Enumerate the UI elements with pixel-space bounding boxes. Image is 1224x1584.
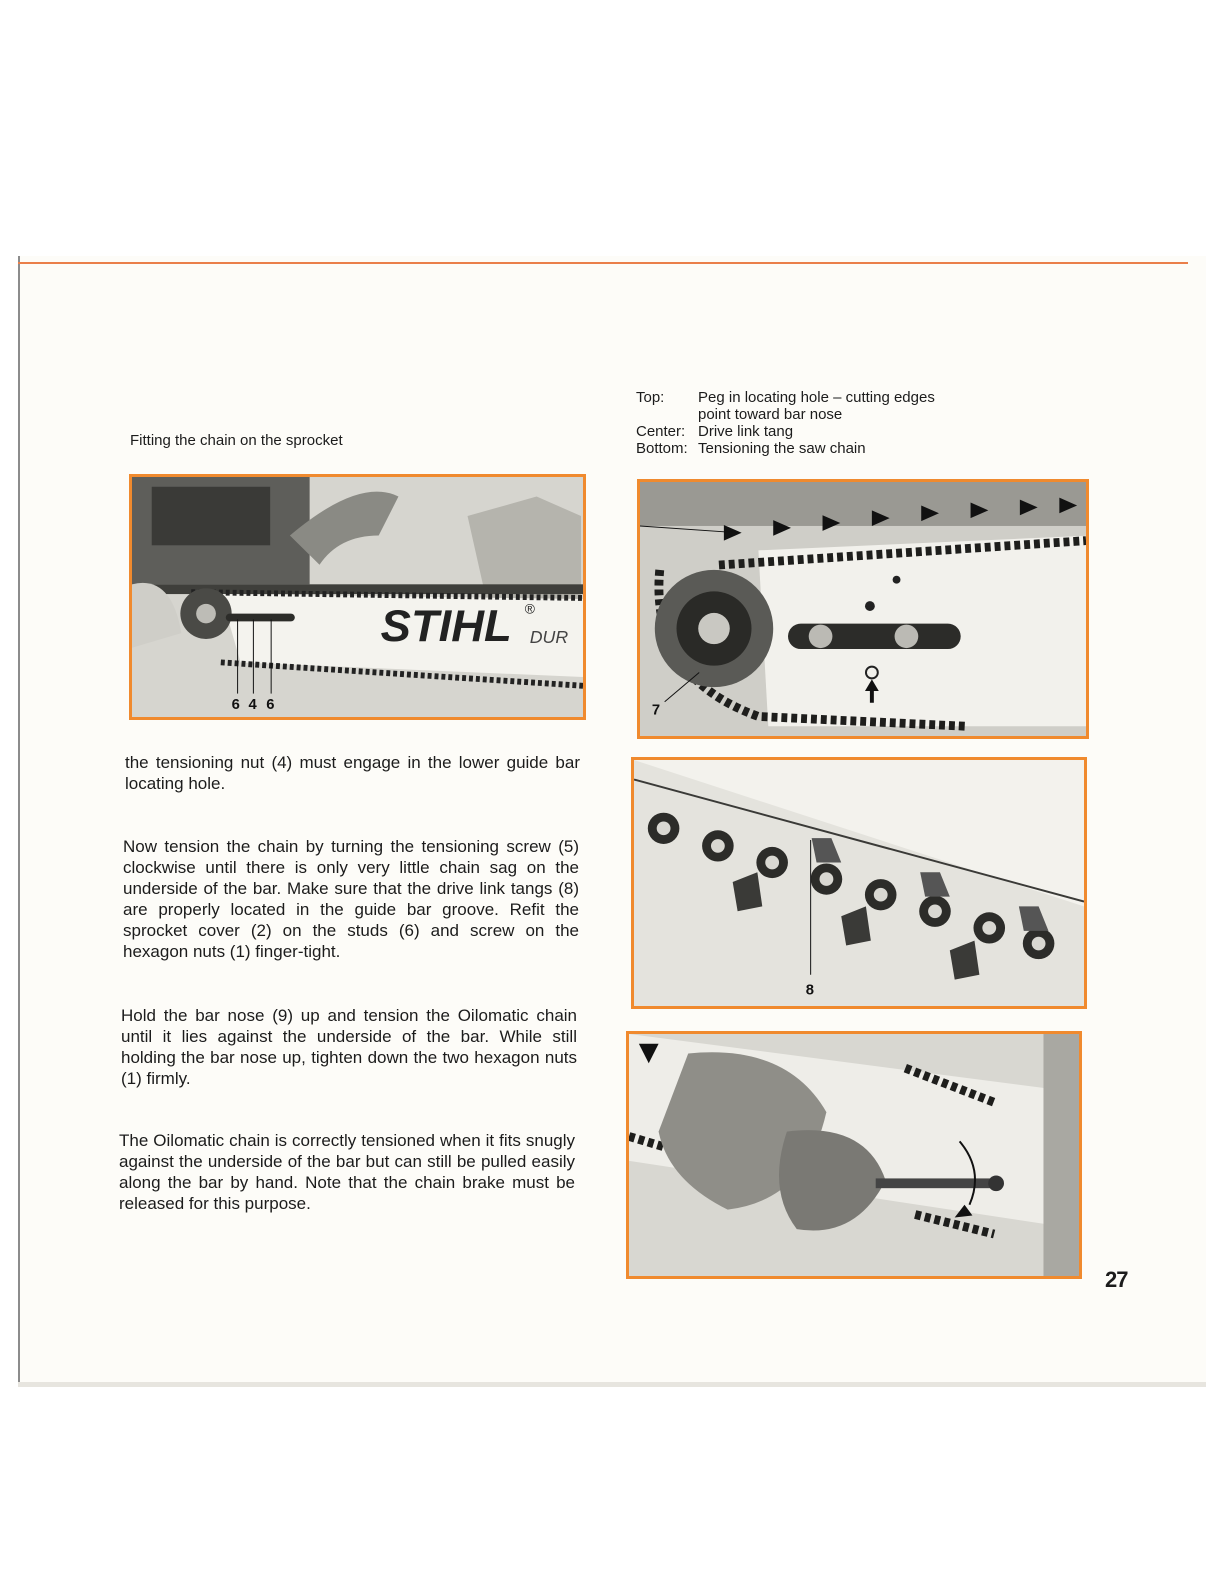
legend-text-center: Drive link tang — [698, 423, 794, 440]
paragraph-tension-chain: Now tension the chain by turning the tensioning screw (5) clockwise until there is only very little chain sag on the underside of the bar. Make sure that the drive link tangs (8) are properly located in the guide bar groove. Refit the sprocket cover (2) on the studs (6) and screw on the hexagon nuts (1) finger-tight. — [123, 837, 579, 961]
bar-duro-text: DUR — [529, 626, 569, 647]
photo-drive-link-tang — [631, 757, 1087, 1009]
figure-caption-sprocket: Fitting the chain on the sprocket — [130, 432, 343, 449]
chainsaw-sprocket-illustration — [132, 477, 583, 717]
paragraph-correct-tension: The Oilomatic chain is correctly tensioned when it fits snugly against the underside of the bar but can still be pulled easily along the bar by hand. Note that the chain brake must be released for this purpose. — [119, 1131, 575, 1213]
page-number: 27 — [1105, 1267, 1128, 1292]
legend-row-center — [636, 423, 958, 440]
stihl-logo-text: STIHL — [380, 600, 512, 651]
legend-label-top: Top: — [636, 389, 665, 406]
photo-peg-locating-hole — [637, 479, 1089, 739]
page-bottom-edge — [18, 1382, 1206, 1387]
paragraph-tensioning-nut: the tensioning nut (4) must engage in the lower guide bar locating hole. — [125, 753, 580, 793]
callout-7: 7 — [651, 702, 661, 719]
sprocket-closeup-illustration — [640, 482, 1086, 736]
chain-closeup-illustration — [634, 760, 1084, 1006]
page-top-rule — [18, 262, 1188, 264]
legend-text-top: Peg in locating hole – cutting edges point toward bar nose — [698, 389, 935, 423]
photo-tensioning-chain — [626, 1031, 1082, 1279]
tensioning-illustration — [629, 1034, 1079, 1276]
figure-legend — [636, 389, 958, 457]
legend-row-top — [636, 389, 958, 423]
registered-mark: ® — [524, 601, 535, 617]
legend-label-bottom: Bottom: — [636, 440, 688, 457]
callout-6-right: 6 — [266, 697, 275, 714]
callout-4: 4 — [248, 697, 257, 714]
legend-text-bottom: Tensioning the saw chain — [698, 440, 866, 457]
paragraph-hold-bar-nose: Hold the bar nose (9) up and tension the Oilomatic chain until it lies against the underside of the bar. While still holding the bar nose up, tighten down the two hexagon nuts (1) firmly. — [121, 1006, 577, 1088]
callout-6-left: 6 — [231, 697, 240, 714]
legend-row-bottom — [636, 440, 958, 457]
callout-8: 8 — [805, 982, 814, 999]
legend-label-center: Center: — [636, 423, 686, 440]
photo-fitting-chain — [129, 474, 586, 720]
